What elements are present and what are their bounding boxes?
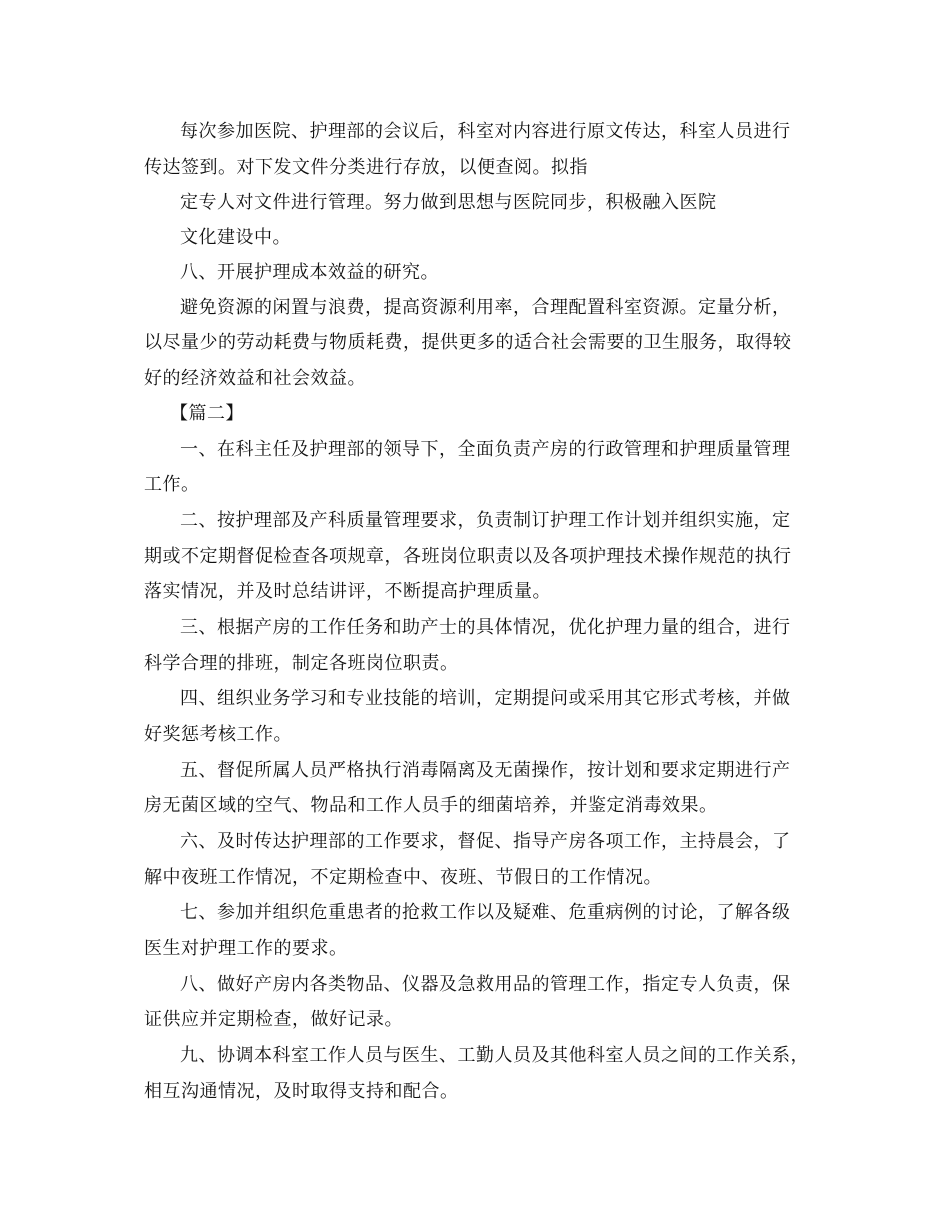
text-line: 五、督促所属人员严格执行消毒隔离及无菌操作，按计划和要求定期进行产 [180,760,791,781]
text-line: 八、做好产房内各类物品、仪器及急救用品的管理工作，指定专人负责，保 [180,974,791,995]
text-line: 一、在科主任及护理部的领导下，全面负责产房的行政管理和护理质量管理 [180,439,791,460]
text-line: 四、组织业务学习和专业技能的培训，定期提问或采用其它形式考核，并做 [180,688,791,709]
text-line: 工作。 [144,474,200,495]
text-line: 定专人对文件进行管理。努力做到思想与医院同步，积极融入医院 [180,192,717,213]
text-line: 解中夜班工作情况，不定期检查中、夜班、节假日的工作情况。 [144,867,662,888]
text-line: 落实情况，并及时总结讲评，不断提高护理质量。 [144,581,551,602]
text-line: 好的经济效益和社会效益。 [144,368,366,389]
text-line: 医生对护理工作的要求。 [144,938,348,959]
text-line: 证供应并定期检查，做好记录。 [144,1009,403,1030]
text-line: 房无菌区域的空气、物品和工作人员手的细菌培养，并鉴定消毒效果。 [144,795,718,816]
text-line: 七、参加并组织危重患者的抢救工作以及疑难、危重病例的讨论，了解各级 [180,902,791,923]
text-line: 以尽量少的劳动耗费与物质耗费，提供更多的适合社会需要的卫生服务，取得较 [144,332,792,353]
text-line: 文化建设中。 [180,227,291,248]
text-line: 六、及时传达护理部的工作要求，督促、指导产房各项工作，主持晨会，了 [180,831,791,852]
text-line: 二、按护理部及产科质量管理要求，负责制订护理工作计划并组织实施，定 [180,510,791,531]
text-line: 三、根据产房的工作任务和助产士的具体情况，优化护理力量的组合，进行 [180,617,791,638]
text-line: 科学合理的排班，制定各班岗位职责。 [144,653,459,674]
text-line: 期或不定期督促检查各项规章，各班岗位职责以及各项护理技术操作规范的执行 [144,546,792,567]
text-line: 九、协调本科室工作人员与医生、工勤人员及其他科室人员之间的工作关系， [180,1045,809,1066]
text-line: 相互沟通情况，及时取得支持和配合。 [144,1081,459,1102]
text-line: 每次参加医院、护理部的会议后，科室对内容进行原文传达，科室人员进行 [180,121,791,142]
text-line: 传达签到。对下发文件分类进行存放，以便查阅。拟指 [144,157,588,178]
chapter-heading: 【篇二】 [170,403,244,424]
text-line: 避免资源的闲置与浪费，提高资源利用率，合理配置科室资源。定量分析， [180,297,791,318]
section-heading: 八、开展护理成本效益的研究。 [180,262,439,283]
text-line: 好奖惩考核工作。 [144,724,292,745]
